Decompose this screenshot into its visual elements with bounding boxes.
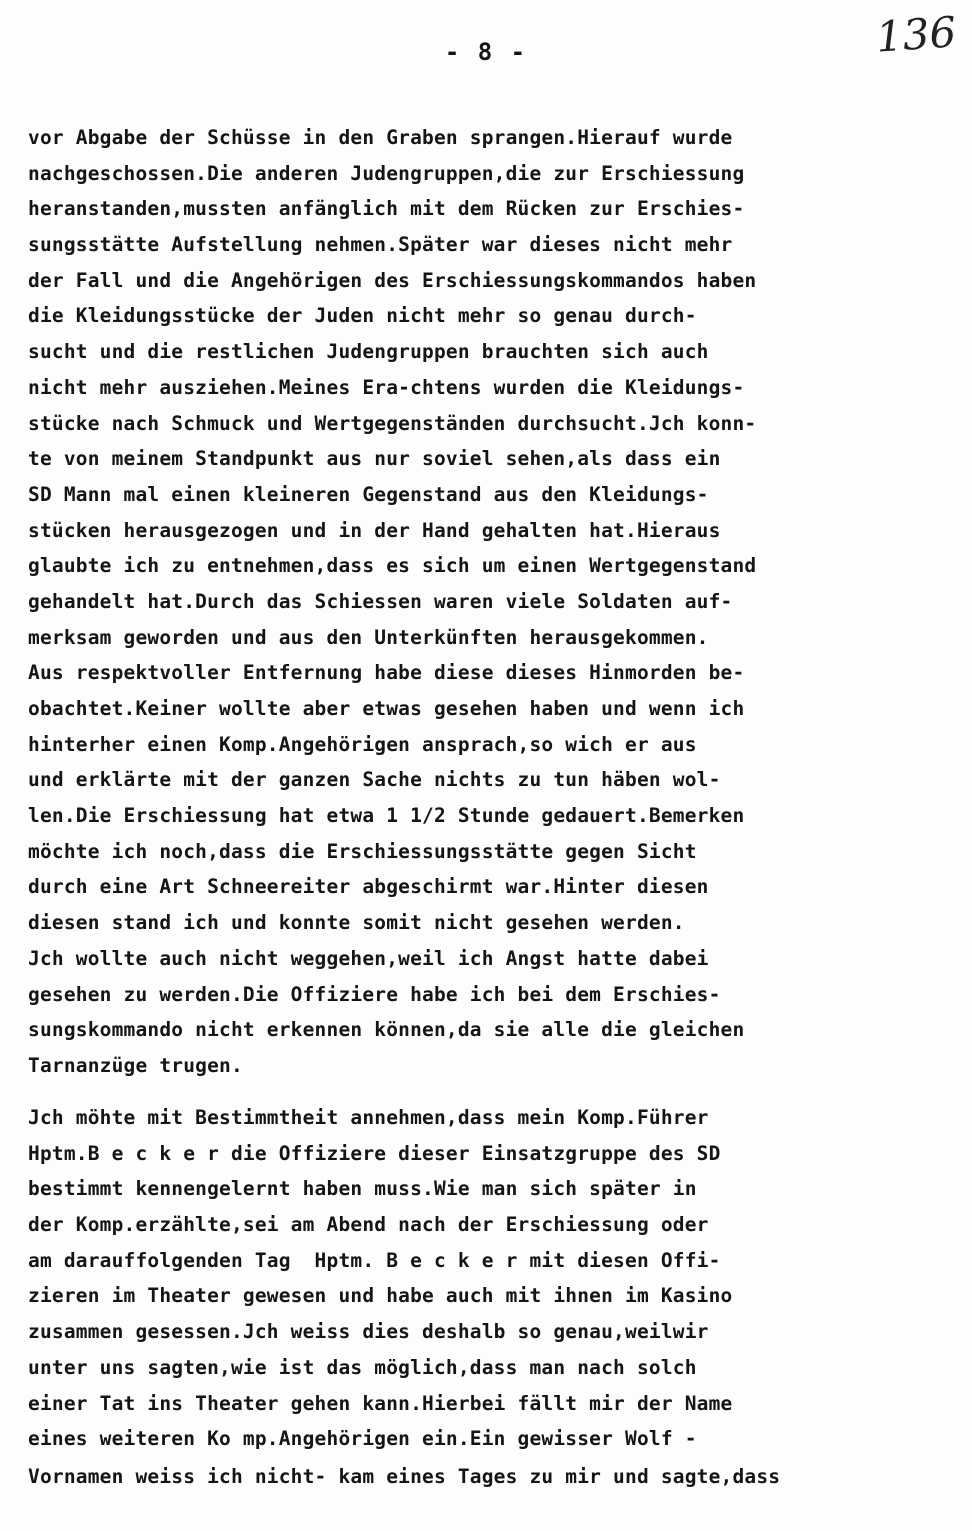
text-line: durch eine Art Schneereiter abgeschirmt war.Hinter diesen bbox=[28, 875, 709, 899]
text-line: zieren im Theater gewesen und habe auch mit ihnen im Kasino bbox=[28, 1284, 733, 1308]
text-line: hinterher einen Komp.Angehörigen ansprach,so wich er aus bbox=[28, 732, 697, 756]
text-line: SD Mann mal einen kleineren Gegenstand aus den Kleidungs- bbox=[28, 482, 709, 506]
text-line: der Komp.erzählte,sei am Abend nach der Erschiessung oder bbox=[28, 1213, 709, 1237]
text-line: zusammen gesessen.Jch weiss dies deshalb so genau,weilwir bbox=[28, 1320, 709, 1344]
text-line: stücke nach Schmuck und Wertgegenständen durchsucht.Jch konn- bbox=[28, 411, 757, 435]
archive-number-handwritten: 136 bbox=[874, 7, 958, 62]
text-line: len.Die Erschiessung hat etwa 1 1/2 Stunde gedauert.Bemerken bbox=[28, 804, 745, 828]
text-line: möchte ich noch,dass die Erschiessungsstätte gegen Sicht bbox=[28, 839, 697, 863]
text-line: diesen stand ich und konnte somit nicht gesehen werden. bbox=[28, 911, 685, 935]
text-line: obachtet.Keiner wollte aber etwas gesehen haben und wenn ich bbox=[28, 697, 745, 720]
page-number: - 8 - bbox=[444, 38, 528, 66]
text-line: stücken herausgezogen und in der Hand gehalten hat.Hieraus bbox=[28, 518, 721, 542]
text-line: der Fall und die Angehörigen des Erschiessungskommandos haben bbox=[28, 268, 757, 292]
text-line: Aus respektvoller Entfernung habe diese dieses Hinmorden be- bbox=[28, 661, 745, 685]
text-line: glaubte ich zu entnehmen,dass es sich um einen Wertgegenstand bbox=[28, 554, 757, 578]
text-line: bestimmt kennengelernt haben muss.Wie man sich später in bbox=[28, 1177, 697, 1201]
text-line: und erklärte mit der ganzen Sache nichts zu tun häben wol- bbox=[28, 768, 721, 792]
text-line: nicht mehr ausziehen.Meines Era-chtens wurden die Kleidungs- bbox=[28, 375, 745, 399]
text-line: Vornamen weiss ich nicht- kam eines Tages zu mir und sagte,dass bbox=[28, 1464, 781, 1488]
text-line: sungsstätte Aufstellung nehmen.Später war dieses nicht mehr bbox=[28, 233, 733, 257]
text-line: am darauffolgenden Tag Hptm. B e c k e r mit diesen Offi- bbox=[28, 1248, 721, 1272]
text-line: merksam geworden und aus den Unterkünften herausgekommen. bbox=[28, 625, 709, 649]
text-line: te von meinem Standpunkt aus nur soviel sehen,als dass ein bbox=[28, 447, 721, 471]
text-line: Hptm.B e c k e r die Offiziere dieser Einsatzgruppe des SD bbox=[28, 1141, 721, 1165]
text-line: eines weiteren Ko mp.Angehörigen ein.Ein gewisser Wolf - bbox=[28, 1427, 697, 1451]
text-line: sungskommando nicht erkennen können,da sie alle die gleichen bbox=[28, 1018, 745, 1042]
paragraph-2 bbox=[28, 1100, 948, 1495]
text-line: Jch wollte auch nicht weggehen,weil ich Angst hatte dabei bbox=[28, 946, 709, 970]
text-line: unter uns sagten,wie ist das möglich,dass man nach solch bbox=[28, 1355, 697, 1379]
text-line: die Kleidungsstücke der Juden nicht mehr so genau durch- bbox=[28, 304, 697, 328]
text-line: vor Abgabe der Schüsse in den Graben sprangen.Hierauf wurde bbox=[28, 126, 733, 149]
text-line: einer Tat ins Theater gehen kann.Hierbei fällt mir der Name bbox=[28, 1391, 733, 1415]
text-line: Jch möhte mit Bestimmtheit annehmen,dass mein Komp.Führer bbox=[28, 1106, 709, 1129]
text-line: nachgeschossen.Die anderen Judengruppen,die zur Erschiessung bbox=[28, 161, 745, 185]
text-line: sucht und die restlichen Judengruppen brauchten sich auch bbox=[28, 340, 709, 364]
text-line: Tarnanzüge trugen. bbox=[28, 1053, 243, 1077]
text-line: gesehen zu werden.Die Offiziere habe ich bei dem Erschies- bbox=[28, 982, 721, 1006]
paragraph-1 bbox=[28, 120, 948, 1084]
text-line: heranstanden,mussten anfänglich mit dem Rücken zur Erschies- bbox=[28, 197, 745, 221]
text-line: gehandelt hat.Durch das Schiessen waren viele Soldaten auf- bbox=[28, 589, 733, 613]
